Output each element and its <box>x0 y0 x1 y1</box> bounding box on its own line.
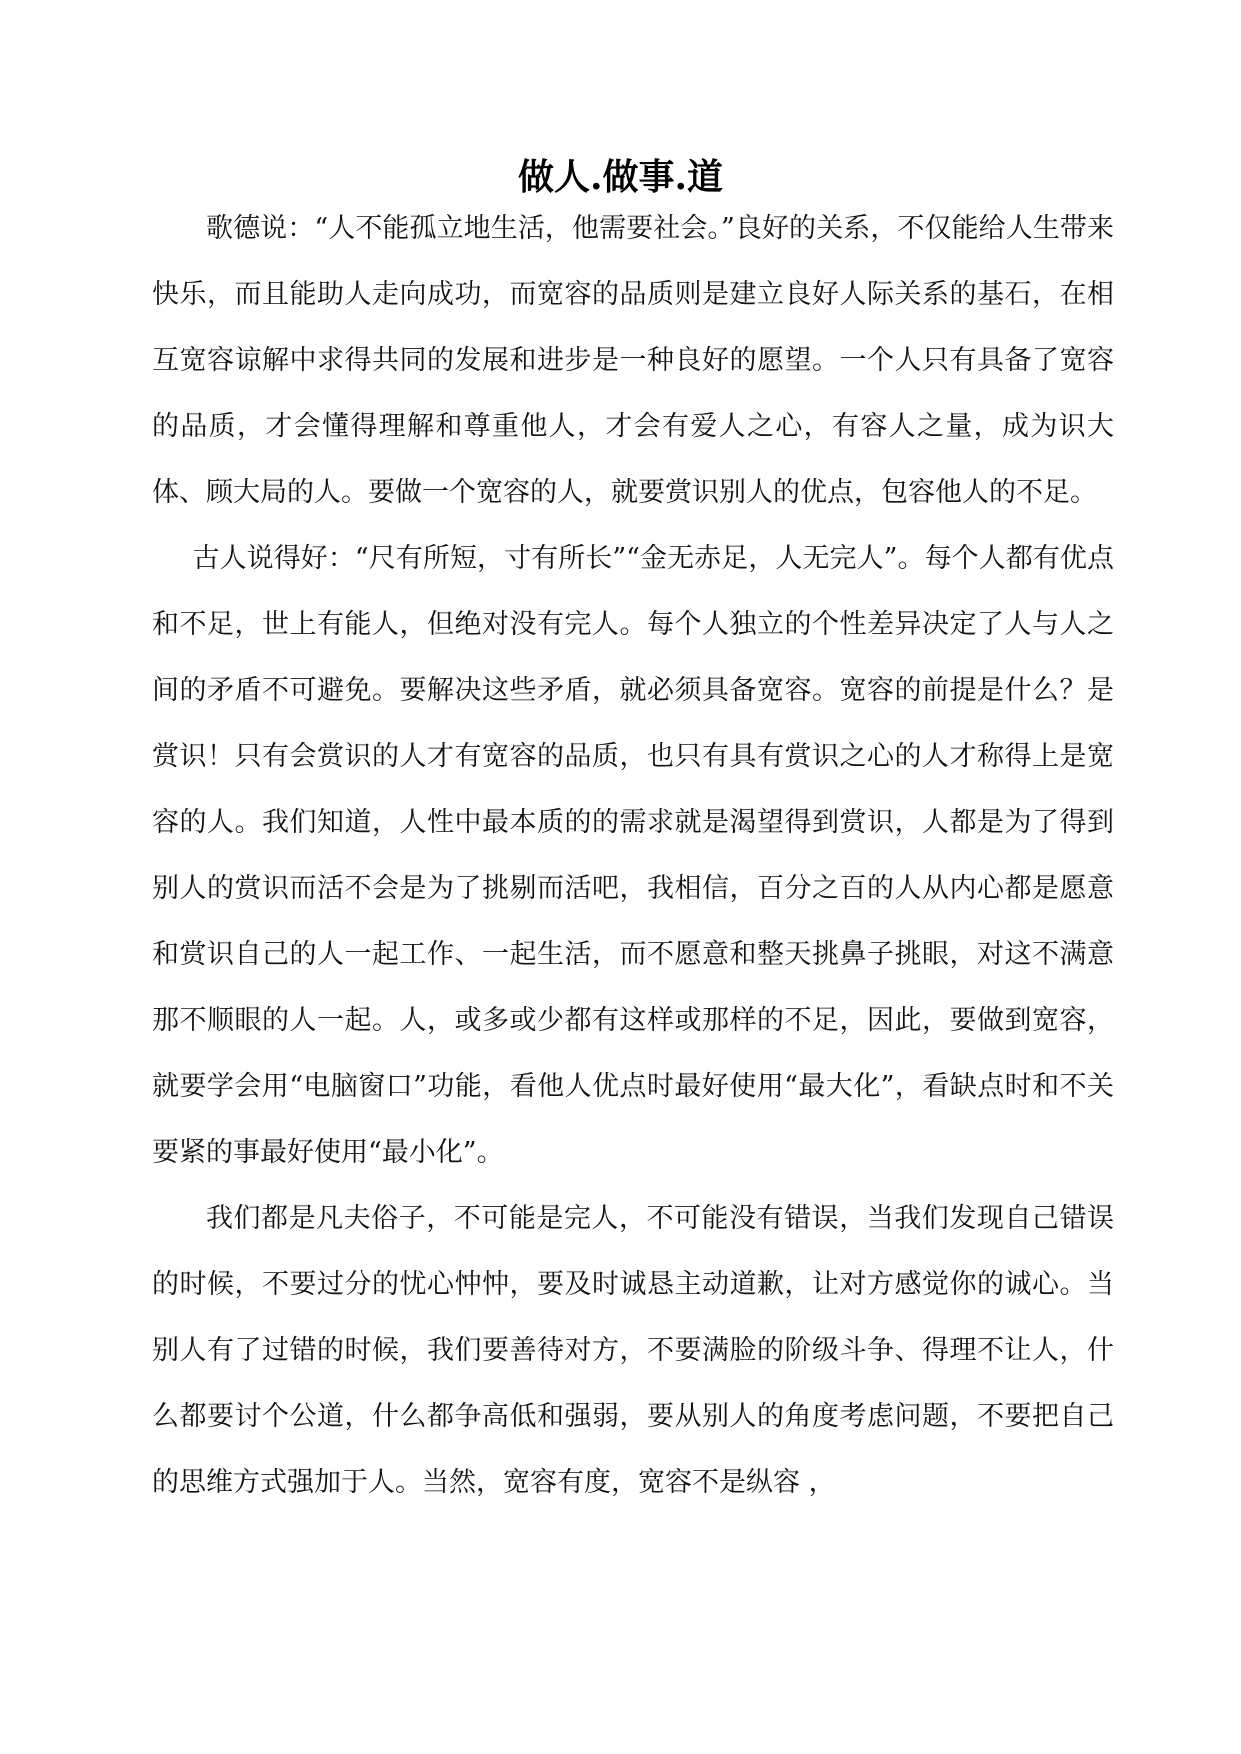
document-body <box>152 196 1114 1516</box>
paragraph-1: 歌德说：“人不能孤立地生活，他需要社会。”良好的关系，不仅能给人生带来快乐，而且能助人走向成功，而宽容的品质则是建立良好人际关系的基石，在相互宽容谅解中求得共同的发展和进步是一种良好的愿望。一个人只有具备了宽容的品质，才会懂得理解和尊重他人，才会有爱人之心，有容人之量，成为识大体、顾大局的人。要做一个宽容的人，就要赏识别人的优点，包容他人的不足。 <box>152 213 1114 508</box>
paragraph-3: 我们都是凡夫俗子，不可能是完人，不可能没有错误，当我们发现自己错误的时候，不要过分的忧心忡忡，要及时诚恳主动道歉，让对方感觉你的诚心。当别人有了过错的时候，我们要善待对方，不要满脸的阶级斗争、得理不让人，什么都要讨个公道，什么都争高低和强弱，要从别人的角度考虑问题，不要把自己的思维方式强加于人。当然，宽容有度，宽容不是纵容 ， <box>152 1203 1114 1498</box>
paragraph-2: 古人说得好：“尺有所短，寸有所长”“金无赤足，人无完人”。每个人都有优点和不足，世上有能人，但绝对没有完人。每个人独立的个性差异决定了人与人之间的矛盾不可避免。要解决这些矛盾，就必须具备宽容。宽容的前提是什么？是赏识！只有会赏识的人才有宽容的品质，也只有具有赏识之心的人才称得上是宽容的人。我们知道，人性中最本质的的需求就是渴望得到赏识，人都是为了得到别人的赏识而活不会是为了挑剔而活吧，我相信，百分之百的人从内心都是愿意和赏识自己的人一起工作、一起生活，而不愿意和整天挑鼻子挑眼，对这不满意那不顺眼的人一起。人，或多或少都有这样或那样的不足，因此，要做到宽容，就要学会用“电脑窗口”功能，看他人优点时最好使用“最大化”，看缺点时和不关要紧的事最好使用“最小化”。 <box>152 543 1114 1168</box>
document-title: 做人.做事.道 <box>517 156 724 198</box>
